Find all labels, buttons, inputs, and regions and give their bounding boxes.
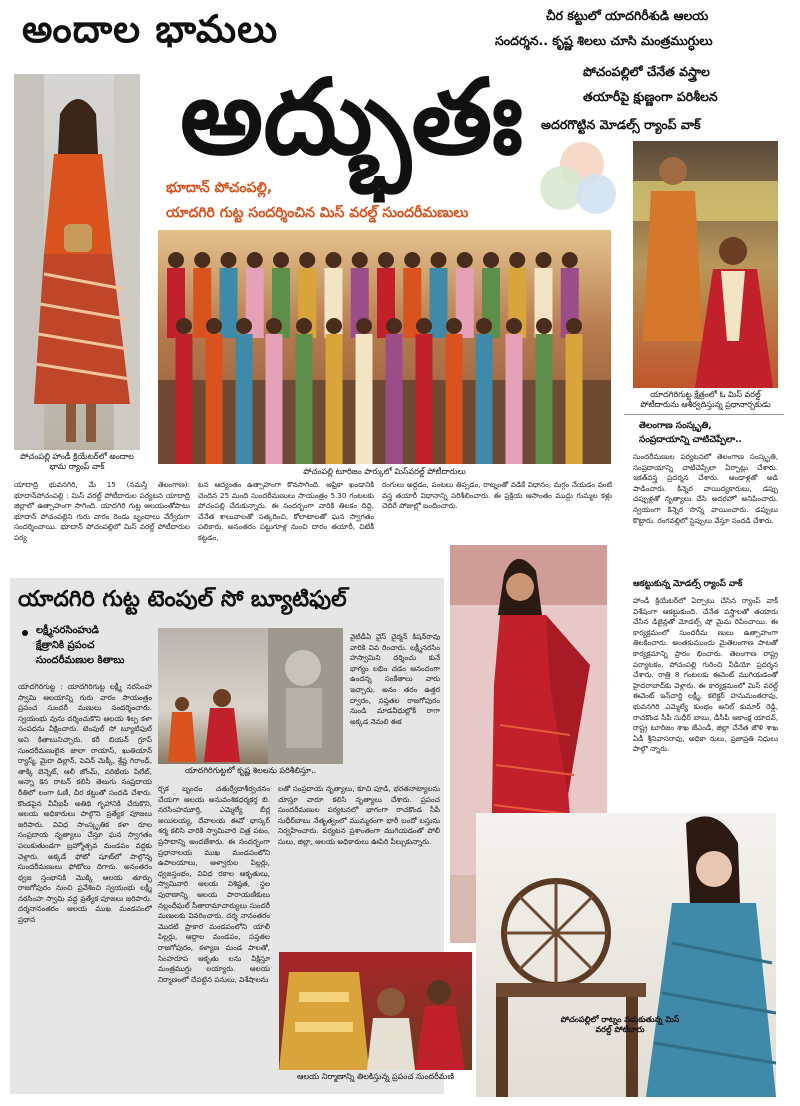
temple-blessing-caption: యాదగిరిగుట్ట క్షేత్రంలో ఓ మిస్ వరల్డ్ పోటీదారును ఆశీర్వదిస్తున్న ప్రధానార్చకుడు <box>640 390 771 409</box>
article2-bullet-1: లక్ష్మీనరసింహుడి <box>36 625 99 636</box>
article2-col2: ర్చక బృందం చతుర్వేదాశీర్వచనం చేయగా ఆలయ అనువంశికధర్మకర్త బి. నరసింహమూర్తి, ఎమ్మెల్యే బీర్ల అయిలయ్య, దేవాలయ ఈవో భాస్కర్ శర్మ కలిసి వారికి స్వామివారి చిత్ర పటం, ప్రసాదాన్ని అందజేశారు. ఈ సందర్భంగా ప్రధానాలయ ముఖ మండపంలోని ఉపాలయాలు, ఆళ్వారుల పిల్లర్లు, ధ్వజస్తంభం, వివిధ రకాల ఆకృతులు, స్వామివారి ఆలయ విశిష్టత, స్థల పురాణాన్ని ఆలయ పారాయణీకులు నల్లందీఘల్ సీతారామాచార్యులు సుందరీ మణులకు వివరించారు. దర్శ నానంతరం మొదటి ప్రాకార మండపంలోని యాలీ పిల్లర్లు, ఆద్దాల మండపం, సప్తతల రాజగోపురం, కళ్యాణ మండ పాలతో, సింహరూప ఆకృతు లను వీక్షిస్తూ మంత్రముగ్ధు లయ్యారు. ఆలయ నిర్మాణంలో చేపట్టిన పనులు, విశేషాలను <box>158 784 270 984</box>
ramp-walk-caption: పోచంపల్లి హాండీ క్రియేటర్‌లో అందాల భామ ర్యాంప్ వాక్ <box>20 452 134 471</box>
sidebar-text-2: హాండీ క్రియేటర్‌లో ఏర్పాటు చేసిన ర్యాంప్ వాక్ విశేషంగా ఆకట్టుకుంది. చేనేత వస్త్రాలతో తయారు చేసిన డిజైన్లతో మోడల్స్ షో మైమ రిపించాయి. ఈ కార్యక్రమంలో సుందరీమ ణులు ఉత్సాహంగా తిలకించారు. అంతకుముందు మైతెలంగాణ పాటతో కార్యక్రమాన్ని ప్రారం భించారు. తెలంగాణ రాష్ట్ర పర్యాటకం, పోచంపల్లి గురించి వీడియో ప్రదర్శన చేశారు. రాత్రి 8 గంటలకు ఈవెంట్ ముగియడంతో హైదరాబాద్‌కు వెళ్లారు. ఈ కార్యక్రమంలో మిస్ వరల్డ్ ఈవెంట్ ఇన్‌చార్జి లక్ష్మీ, కలెక్టర్ హనుమంతరావు, భువనగిరి ఎమ్మెల్యే కుంభం అనిల్ కుమార్ రెడ్డి, రాచకొండ సీపీ సుధీర్ బాబు, డీసీపీ ఆకాంక్ష యాదవ్, రాష్ట్ర టూరిజం శాఖ జేఎండీ, జిల్లా చేనేత జౌళి శాఖ ఏడీ శ్రీనివాసరావు, అధికా రులు, ప్రజాప్రతి నిధులు పాల్గొ న్నారు. <box>633 596 778 754</box>
sidebar-heading-1a: తెలంగాణ సంస్కృతి, <box>639 421 712 431</box>
article2-col3-bottom: లతో సంప్రదాయ నృత్యాలు, కూచి పూడి, భరతనాట్యాలను చూస్తూ వారూ కలిసి నృత్యాలు చేశారు. ప్రపంచ సుందరీమణుల పర్యటనలో భాగంగా రాచకొండ సీపీ సుధీర్‌బాబు నేతృత్వంలో ముమ్మరంగా భారీ బందో బస్తును నిర్వహించారు. పర్యటన ప్రశాంతంగా ముగియడంతో పోలీ సులు, జిల్లా, ఆలయ అధికారులు ఊపిరి పీల్చుకున్నారు. <box>278 784 440 846</box>
sculpture-caption: యాదగిరిగుట్టలో కృష్ణ శిలలను పరిశీలిస్తూ.. <box>184 766 317 775</box>
idol-caption: ఆలయ నిర్మాణాన్ని తిలకిస్తున్న ప్రపంచ సుందరీమణి <box>297 1072 454 1081</box>
article2-bullet-3: సుందరీమణుల కితాబు <box>36 655 125 666</box>
kicker-title: అందాల భామలు <box>22 7 279 51</box>
subtitle-line1: భూదాన్ పోచంపల్లి, <box>166 180 273 196</box>
article2-bullet-2: క్షేత్రానికి ప్రపంచ <box>36 640 95 651</box>
idol-photo <box>279 952 472 1070</box>
highlight-5: అదరగొట్టిన మోడల్స్ ర్యాంప్ వాక్ <box>541 117 701 132</box>
sidebar-heading-2: ఆకట్టుకున్న మోడల్స్ ర్యాంప్ వాక్ <box>633 579 743 589</box>
article1-col1: యాదాద్రి భువనగిరి, మే 15 (నమస్తే తెలంగాణ): భూదాన్‌పోచంపల్లి : మిస్ వరల్డ్ పోటీదారుల పర్యటన యాదాద్రి జిల్లాలో ఉత్సాహంగా సాగింది. యాదగిరి గుట్ట ఆలయంతోపాటు భూదాన్ పోచంపల్లిని గురు వారం రెండు బృందాలు వేర్వేరుగా సందర్శించాయి. భూదాన్ పోచంపల్లిలో మిస్ వరల్డ్ పోటీదారుల పర్య <box>14 480 190 542</box>
highlight-2: సందర్శన.. కృష్ణ శిలలు చూసి మంత్రముగ్ధులు <box>495 33 713 48</box>
decorative-circles <box>536 140 616 220</box>
loom-photo <box>476 813 776 1097</box>
article2-headline: యాదగిరి గుట్ట టెంపుల్ సో బ్యూటిఫుల్ <box>18 587 347 612</box>
sidebar-heading-1b: సంప్రదాయాన్ని చాటిచెప్పేలా.. <box>639 435 742 445</box>
article2-col3-top: వైటిడీఏ వైస్ చైర్మన్ కిషన్‌రావు వారికి వివ రించారు. లక్ష్మీనరసిం హస్వామిని దర్శించు కునే భాగ్యం లభిం చడం ఆనందంగా ఉందన్న సంకేతాలు వారు ఇచ్చారు. అనం తరం ఉత్తర ద్వారం, సప్తతల రాజగోపురం నుండి మాడవీధుల్లోకి రాగా అక్కడ నెమలి ఈక <box>350 632 440 726</box>
article1-col2: టన ఆద్యంతం ఉత్సాహంగా కొనసాగింది. ఆఫ్రికా ఖండానికి చెందిన 25 మంది సుందరీమణులు సాయంత్రం 5.30 గంటలకు పోచంపల్లి చేరుకున్నారు. ఈ సందర్భంగా వారికి తిలకం దిద్ది, చేనేత శాలువాలతో సత్కరించి, కోలాటాలతో ఘన స్వాగతం పలికారు. అనంతరం పట్టుగూళ్ల నుంచి దారం తయారీ, చిటికీ కట్టడం, <box>198 480 374 542</box>
sidebar-text-1: సుందరీమణుల పర్యటనలో తెలంగాణ సంస్కృతి, సంప్రదాయాన్ని చాటిచెప్పేలా ఏర్పాట్లు చేశారు. ఇకత్‌వస్త్ర ప్రదర్శన చేశారు. ఆండాళ్లతో అడి పాడించారు. కిన్నెర వాయిద్యకారులు, డప్పు చప్పుళ్లతో నృత్యాలు చేసి అదరహో అనిపించారు. స్వయంగా కిన్నెర సొన్ని వాయించారు. డప్పులు కొట్టారు. రంగవల్లిలో స్టెప్పులు వేస్తూ సందడి చేశారు. <box>633 452 778 525</box>
sculpture-photo <box>158 628 343 764</box>
ramp-walk-photo <box>14 74 140 450</box>
article2-col1: యాదగిరిగుట్ట : యాదగిరిగుట్ట లక్ష్మీ నరసింహ స్వామి ఆలయాన్ని గురు వారం సాయంత్రం ప్రపంచ సుందరీ మణులు సందర్శించారు. స్వయంభు వును దర్శించుకొని ఆలయ శిల్ప కళా సంపదను వీక్షించారు. టెంపుల్ సో బ్యూటిఫుల్ అని కితాబునిచ్చారు. కరీ బియన్ గ్రూప్ సుందరీమణులైన జాలా రాయాస్, ఖుతియాన్ ర్యాస్మ్, మైరా దిల్లాన్, పెవిన్ మెక్కీ, శ్రేష్ట గిరాండ్, తాక్కి బెన్నెట్, ఆలీ జోంమ్, వరిటియ పిలేట్, ఆన్నా కెన రాటన్ కలిసి తెలుగు సంప్రదాయ రీతిలో లంగా ఓణీ, చీర కట్టుతో సందడి చేశారు. కొండపైన వీవీఐపీ అతిథి గృహానికి చేరుకొని, ఆలయ అధికారులు పాల్గొని ప్రత్యేక పూజలు జరిపారు. వివిధ సాంస్కృతిక కళా రూల సంప్రదాయ నృత్యాలు చేస్తూ ఘన స్వాగతం పలుకుతుండగా బ్రహ్మోత్సవ మండపం వద్దకు వెళ్లారు. అక్కడే ఫోటో షూట్‌లో పాల్గొన్న సుందరీమణులు ఫోటోలు దిగారు. అనంతరం ధ్వజ స్తంభానికి మొక్కి ఆలయ తూర్పు రాజగోపురం నుంచి ప్రవేశించి స్వయంభు లక్ష్మీ నరసింహ స్వామి వద్ద ప్రత్యేక పూజలు జరిపారు. దర్శనానంతరం ఆలయ ముఖ మండపంలో ప్రధాన <box>18 682 152 925</box>
subtitle-line2: యాదగిరి గుట్ట సందర్శించిన మిస్ వరల్డ్ సుందరీమణులు <box>166 205 469 221</box>
group-photo <box>158 230 611 464</box>
loom-caption: పోచంపల్లిలో రాట్నం వడుకుతున్న మిస్ వరల్డ్ పోటీదారు <box>560 1015 680 1034</box>
group-photo-caption: పోచంపల్లి టూరిజం పార్కులో మిస్‌వరల్డ్ పోటీదారులు <box>303 467 466 476</box>
highlight-4: తయారీపై క్షుణ్ణంగా పరిశీలన <box>583 89 718 104</box>
highlight-3: పోచంపల్లిలో చేనేత వస్త్రాల <box>583 64 710 79</box>
temple-blessing-photo <box>633 141 778 388</box>
article1-col3: రంగులు అద్దడం, పంటలు తిప్పడం, రాట్నంతో వడికే విధానం, మగ్గం నేయడం వంటి వస్త్ర తయారీ విధానాన్ని పరిశీలించారు. ఈ ప్రక్రియ ఆసాంతం ముద్దు గుమ్మల కళ్లు చెదిరే పోజుల్లో బందించారు. <box>382 480 612 511</box>
bullet-icon <box>22 630 28 636</box>
main-title: అద్భుతః <box>180 56 523 178</box>
highlight-1: చీర కట్టులో యాదగిరీశుడి ఆలయ <box>546 8 709 23</box>
